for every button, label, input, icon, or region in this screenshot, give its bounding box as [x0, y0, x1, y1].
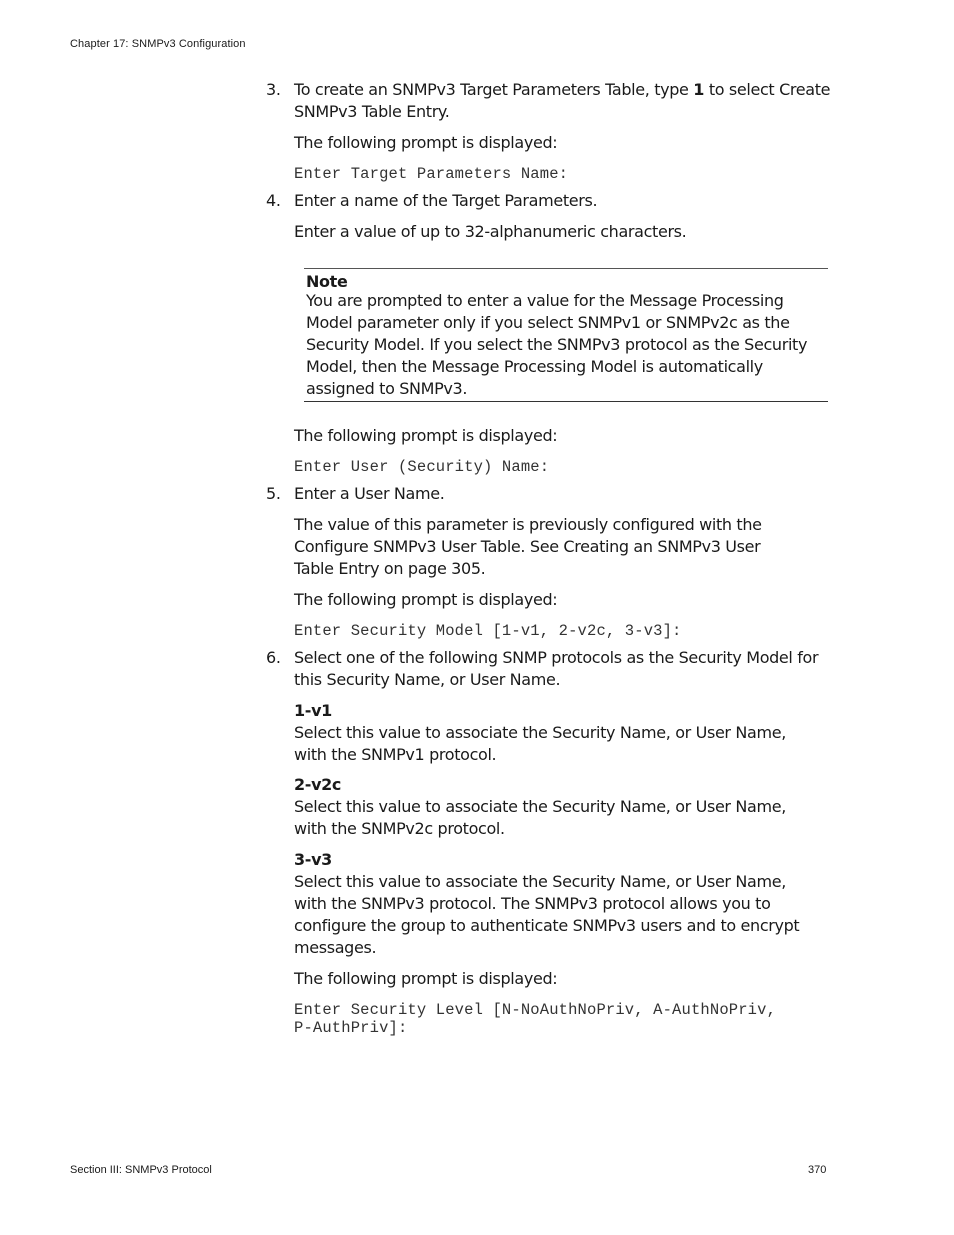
option-v3 [294, 849, 834, 959]
running-header: Chapter 17: SNMPv3 Configuration [70, 38, 246, 50]
note-line: assigned to SNMPv3. [306, 379, 468, 398]
option-line: messages. [294, 938, 377, 957]
option-line: Select this value to associate the Security Name, or User Name, [294, 872, 786, 891]
user-prompt-label: The following prompt is displayed: [294, 426, 558, 445]
option-v1 [294, 700, 834, 766]
step-5-prompt-label: The following prompt is displayed: [294, 590, 558, 609]
step-6-line: this Security Name, or User Name. [294, 670, 561, 689]
note-line: Model, then the Message Processing Model is automatically [306, 357, 763, 376]
step-6-prompt-label: The following prompt is displayed: [294, 969, 558, 988]
step-3-text [294, 79, 834, 123]
option-term: 3-v3 [294, 850, 332, 869]
running-footer-section: Section III: SNMPv3 Protocol [70, 1164, 212, 1176]
step-5-prompt: Enter Security Model [1-v1, 2-v2c, 3-v3]: [294, 622, 682, 640]
step-6-line: Select one of the following SNMP protocols as the Security Model for [294, 648, 819, 667]
option-v2c [294, 774, 834, 840]
step-3-text-a: To create an SNMPv3 Target Parameters Table, type [294, 80, 694, 99]
step-3-text-b: to select Create [704, 80, 831, 99]
step-5-detail-line: Table Entry on page 305. [294, 559, 486, 578]
step-6-prompt-line: Enter Security Level [N-NoAuthNoPriv, A-AuthNoPriv, [294, 1001, 777, 1019]
step-4-detail: Enter a value of up to 32-alphanumeric characters. [294, 222, 687, 241]
note-box [304, 268, 828, 402]
note-line: Security Model. If you select the SNMPv3 protocol as the Security [306, 335, 808, 354]
option-line: with the SNMPv3 protocol. The SNMPv3 protocol allows you to [294, 894, 771, 913]
note-line: You are prompted to enter a value for the Message Processing [306, 291, 784, 310]
step-5-detail [294, 514, 834, 580]
note-title: Note [306, 272, 348, 291]
step-6-prompt [294, 1001, 776, 1037]
note-line: Model parameter only if you select SNMPv1 or SNMPv2c as the [306, 313, 790, 332]
step-5-detail-line: The value of this parameter is previously configured with the [294, 515, 762, 534]
step-5-number: 5. [266, 484, 281, 503]
page-number: 370 [808, 1164, 827, 1176]
step-4-number: 4. [266, 191, 281, 210]
option-line: with the SNMPv1 protocol. [294, 745, 497, 764]
option-line: configure the group to authenticate SNMPv3 users and to encrypt [294, 916, 800, 935]
step-6-text [294, 647, 834, 691]
step-5-text: Enter a User Name. [294, 484, 445, 503]
step-3-prompt: Enter Target Parameters Name: [294, 165, 569, 183]
user-prompt: Enter User (Security) Name: [294, 458, 550, 476]
step-3-prompt-label: The following prompt is displayed: [294, 133, 558, 152]
note-body [306, 290, 821, 400]
step-5-detail-line: Configure SNMPv3 User Table. See Creating an SNMPv3 User [294, 537, 761, 556]
option-term: 2-v2c [294, 775, 342, 794]
step-6-prompt-line: P-AuthPriv]: [294, 1019, 408, 1037]
option-line: Select this value to associate the Security Name, or User Name, [294, 797, 786, 816]
option-line: with the SNMPv2c protocol. [294, 819, 505, 838]
step-6-number: 6. [266, 648, 281, 667]
option-term: 1-v1 [294, 701, 332, 720]
step-3-number: 3. [266, 80, 281, 99]
option-line: Select this value to associate the Security Name, or User Name, [294, 723, 786, 742]
step-4-text: Enter a name of the Target Parameters. [294, 191, 598, 210]
step-3-key: 1 [693, 80, 705, 99]
step-3-text-c: SNMPv3 Table Entry. [294, 102, 450, 121]
